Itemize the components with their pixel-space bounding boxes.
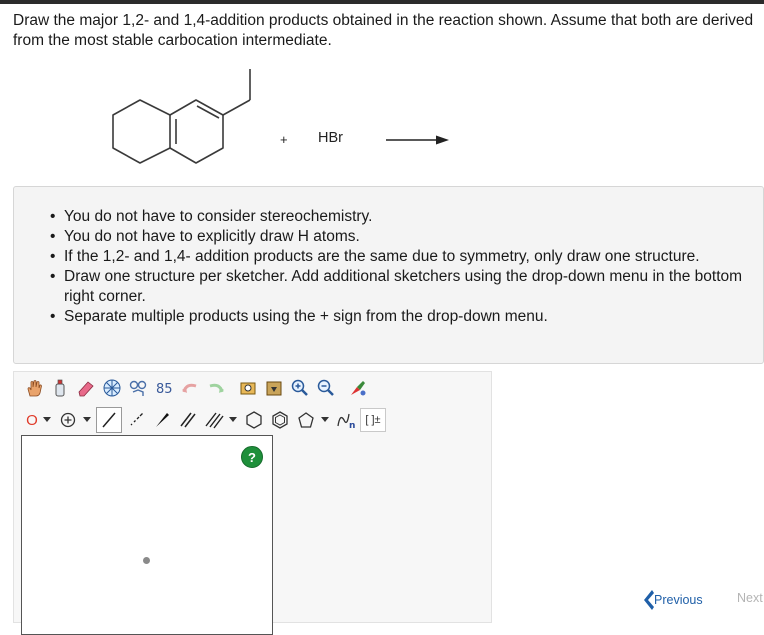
previous-label: Previous	[654, 593, 703, 607]
reaction-plus: +	[280, 132, 288, 147]
triple-bond-icon[interactable]	[202, 408, 226, 432]
chain-tool-icon[interactable]	[126, 376, 150, 400]
template-icon[interactable]	[236, 376, 260, 400]
chevron-left-icon	[642, 589, 654, 611]
toolbar-bottom	[22, 406, 388, 434]
benzene-ring-icon[interactable]	[268, 408, 292, 432]
zoom-in-icon[interactable]	[288, 376, 312, 400]
instruction-item: • You do not have to consider stereochemistry.	[64, 207, 754, 227]
hand-tool-icon[interactable]	[22, 376, 46, 400]
hashed-bond-icon[interactable]	[124, 408, 148, 432]
diene-structure	[0, 60, 520, 180]
double-bond-icon[interactable]	[176, 408, 200, 432]
atom-select-oxygen[interactable]: O	[26, 411, 38, 429]
toolbar-top	[22, 374, 372, 402]
undo-icon[interactable]	[178, 376, 202, 400]
charge-plus-icon[interactable]	[56, 408, 80, 432]
question-text: Draw the major 1,2- and 1,4-addition products obtained in the reaction shown. Assume that both are derived from the most stable carbocation intermediate.	[13, 12, 754, 49]
help-button[interactable]: ?	[241, 446, 263, 468]
zoom-out-icon[interactable]	[314, 376, 338, 400]
atom-wheel-icon[interactable]	[100, 376, 124, 400]
single-bond-icon[interactable]	[96, 407, 122, 433]
instruction-item: • Draw one structure per sketcher. Add additional sketchers using the drop-down menu in the bottom right corner.	[64, 267, 754, 307]
marvin-sketcher	[13, 371, 492, 623]
top-bar	[0, 0, 764, 4]
chevron-down-icon[interactable]	[82, 408, 92, 432]
reagent-hbr: HBr	[318, 130, 343, 146]
svg-text:n: n	[349, 421, 356, 430]
reaction-scheme	[0, 60, 520, 180]
instructions-list	[64, 207, 754, 327]
wedge-bond-icon[interactable]	[150, 408, 174, 432]
sgroup-polymer-icon[interactable]	[334, 408, 358, 432]
previous-button[interactable]	[642, 589, 703, 611]
redo-icon[interactable]	[204, 376, 228, 400]
chevron-down-icon[interactable]	[228, 408, 238, 432]
pentagon-ring-icon[interactable]	[294, 408, 318, 432]
instruction-item: • You do not have to explicitly draw H atoms.	[64, 227, 754, 247]
import-icon[interactable]	[262, 376, 286, 400]
hexagon-ring-icon[interactable]	[242, 408, 266, 432]
svg-text:85: 85	[156, 382, 173, 397]
bracket-charge-button[interactable]: [ ]±	[360, 408, 386, 432]
instruction-item: • If the 1,2- and 1,4- addition products are the same due to symmetry, only draw one structure.	[64, 247, 754, 267]
number-tool-icon[interactable]	[152, 376, 176, 400]
chevron-down-icon[interactable]	[42, 408, 52, 432]
chevron-down-icon[interactable]	[320, 408, 330, 432]
eraser-icon[interactable]	[74, 376, 98, 400]
clear-bottle-icon[interactable]	[48, 376, 72, 400]
drawing-canvas[interactable]	[21, 435, 273, 635]
instruction-item: • Separate multiple products using the + sign from the drop-down menu.	[64, 307, 754, 327]
clean-structure-icon[interactable]	[346, 376, 370, 400]
instructions-box	[13, 186, 764, 364]
canvas-center-dot	[143, 557, 150, 564]
next-button[interactable]: Next	[737, 591, 763, 605]
